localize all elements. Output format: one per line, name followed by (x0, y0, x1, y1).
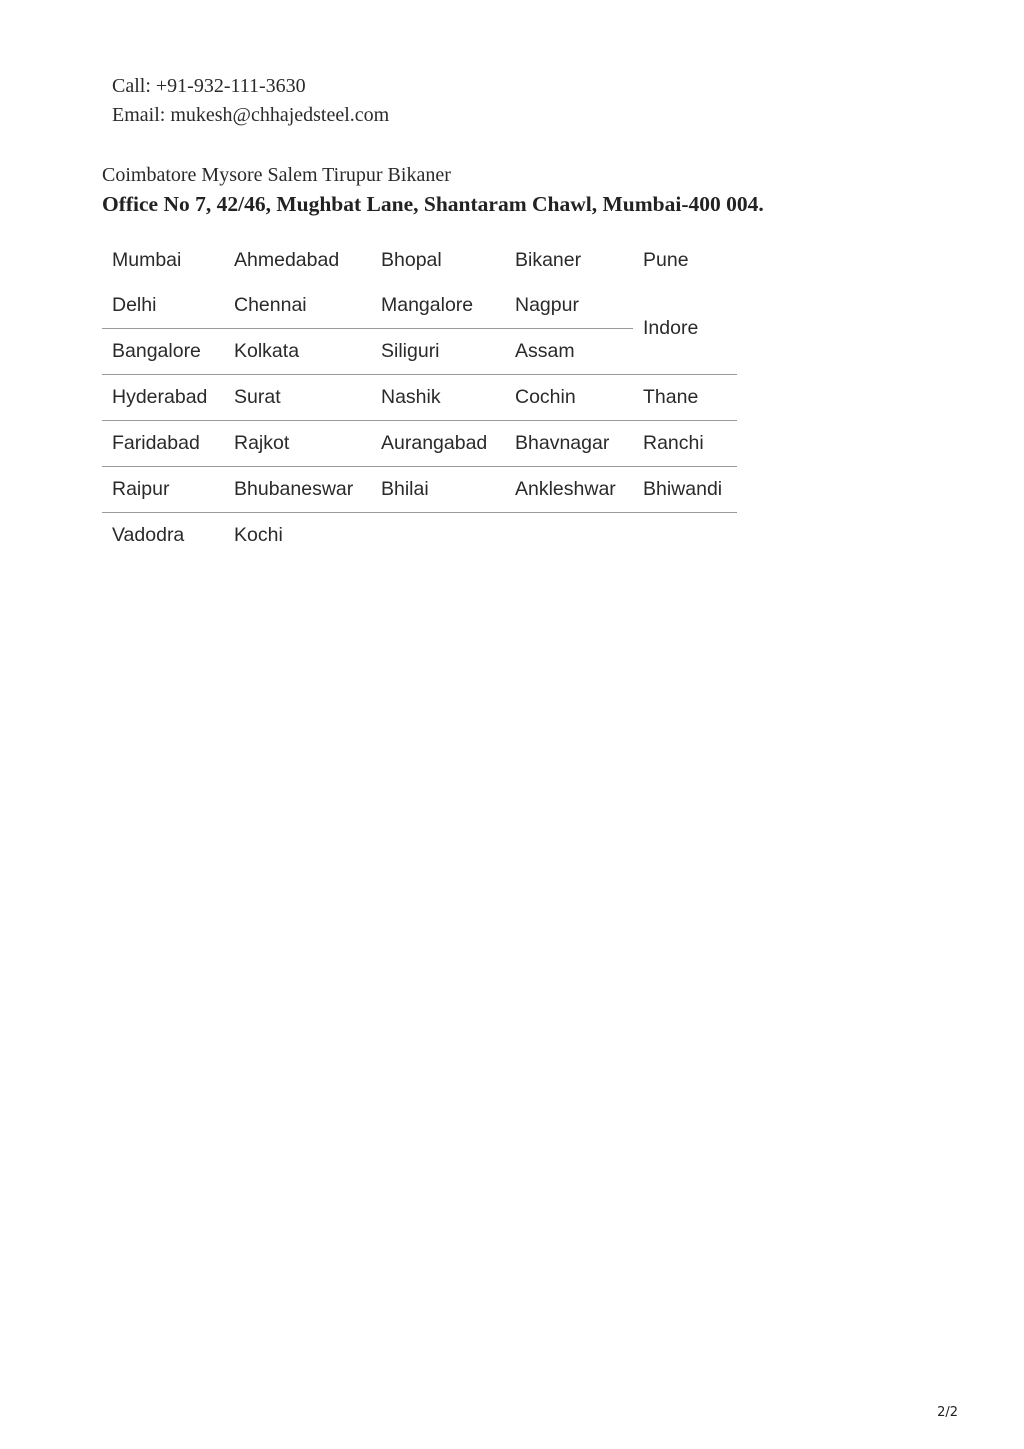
city-table (102, 238, 737, 558)
table-row (102, 513, 737, 559)
table-cell: Aurangabad (371, 421, 505, 467)
table-cell-merged: Indore (633, 283, 737, 375)
table-cell: Bhilai (371, 467, 505, 513)
table-cell: Kochi (234, 524, 283, 546)
table-cell-empty (633, 513, 737, 559)
table-cell: Bhubaneswar (224, 467, 371, 513)
contact-block (112, 72, 389, 130)
table-cell-empty (371, 513, 505, 559)
page-number: 2/2 (937, 1405, 958, 1420)
table-cell: Rajkot (224, 421, 371, 467)
table-cell: Cochin (505, 375, 633, 421)
table-cell: Assam (505, 329, 633, 375)
table-row (102, 283, 737, 329)
table-cell: Bangalore (102, 329, 224, 375)
table-cell: Hyderabad (102, 375, 224, 421)
contact-phone: Call: +91-932-111-3630 (112, 75, 306, 97)
office-address: Office No 7, 42/46, Mughbat Lane, Shantaram Chawl, Mumbai-400 004. (102, 192, 764, 216)
table-cell: Pune (643, 249, 689, 271)
table-cell: Siliguri (371, 329, 505, 375)
table-row (102, 375, 737, 421)
table-row (102, 421, 737, 467)
table-cell-empty (505, 513, 633, 559)
table-cell: Vadodra (112, 524, 185, 546)
table-cell: Bhopal (381, 249, 442, 271)
table-cell: Mumbai (112, 249, 182, 271)
table-cell: Mangalore (371, 283, 505, 329)
table-row (102, 238, 737, 283)
table-cell: Nagpur (505, 283, 633, 329)
table-cell: Kolkata (224, 329, 371, 375)
table-cell: Bhavnagar (505, 421, 633, 467)
cities-line: Coimbatore Mysore Salem Tirupur Bikaner (102, 164, 451, 186)
table-cell: Thane (633, 375, 737, 421)
table-cell: Faridabad (102, 421, 224, 467)
table-cell: Ankleshwar (505, 467, 633, 513)
table-cell: Nashik (371, 375, 505, 421)
table-cell: Raipur (102, 467, 224, 513)
table-cell: Ahmedabad (234, 249, 340, 271)
table-cell: Chennai (224, 283, 371, 329)
table-cell: Ranchi (633, 421, 737, 467)
table-cell: Delhi (102, 283, 224, 329)
table-cell: Bhiwandi (633, 467, 737, 513)
table-row (102, 467, 737, 513)
table-cell: Bikaner (515, 249, 582, 271)
contact-email: Email: mukesh@chhajedsteel.com (112, 104, 390, 126)
table-cell: Surat (224, 375, 371, 421)
